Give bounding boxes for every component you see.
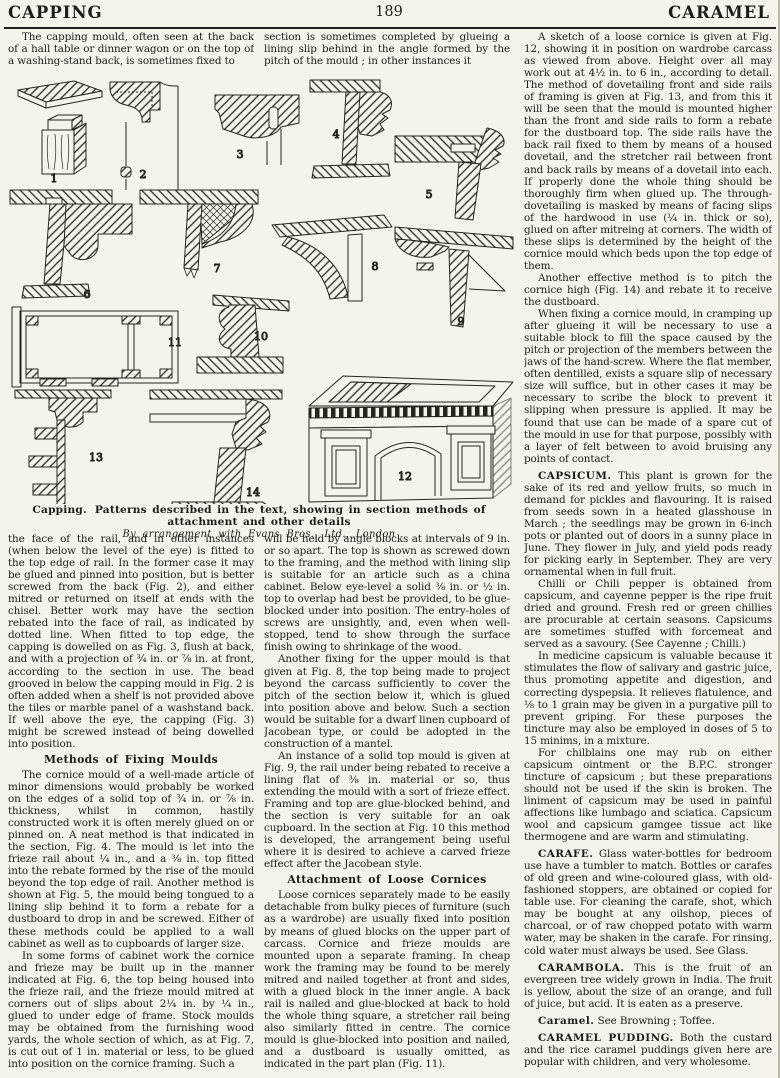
figure-number-13: 13: [89, 451, 103, 464]
entry-caramel-pudding: [524, 1032, 772, 1068]
caption-term: Capping.: [32, 504, 87, 516]
entry-term: CARAMEL PUDDING.: [538, 1031, 674, 1044]
paragraph: Chilli or Chili pepper is obtained from capsicum, and cayenne pepper is the ripe fruit dried and ground. Fresh red or green chillies are procurable at certain seasons. Capsicums are sometimes stuffed with forcemeat and served as a savoury. (See Cayenne ; Chilli.): [524, 578, 772, 651]
paragraph: will be held by angle blocks at intervals of 9 in. or so apart. The top is shown as screwed down to the framing, and the method with lining slip is suitable for an article such as a china cabinet. Below eye-level a solid ⅜ in. or ½ in. top to overlap had best be provided, to be glue-blocked under into position. The entry-holes of screws are unsightly, and, even when well-stopped, tend to show through the surface finish owing to shrinkage of the wood.: [264, 533, 510, 654]
figure-12-section: [309, 376, 513, 502]
paragraph: A sketch of a loose cornice is given at Fig. 12, showing it in position on wardrobe carcass as viewed from above. Height over all may work out at 4½ in. to 6 in., according to detail. The method of dovetailing front and side rails of framing is given at Fig. 13, and from this it will be seen that the mould is mounted higher than the front and side rails to form a rebate for the dustboard top. The side rails have the back rail fixed to them by means of a housed dovetail, and the stretcher rail between front and back rails by means of a dovetail into each. If properly done the whole thing should be thoroughly firm when glued up. The through-dovetailing is masked by means of facing slips of the hardwood in use (¼ in. thick or so), glued on after mitreing at corners. The width of these slips is determined by the height of the cornice mould which beds upon the top edge of them.: [524, 31, 772, 272]
entry-text: Both the custard and the rice caramel puddings given here are popular with children, and very wholesome.: [524, 1031, 772, 1068]
figure-number-14: 14: [246, 486, 260, 499]
figure-number-9: 9: [457, 315, 465, 328]
running-header: [8, 3, 770, 25]
figure-9-section: [395, 227, 513, 327]
column-1-top: [8, 31, 254, 76]
paragraph: In medicine capsicum is valuable because it stimulates the flow of salivary and gastric juice, thus promoting appetite and digestion, and correcting dyspepsia. It relieves flatulence, and ⅛ to 1 grain may be given in a purgative pill to prevent griping. For these purposes the tincture may also be employed in doses of 5 to 15 minims, in a mixture.: [524, 650, 772, 747]
paragraph: When fixing a cornice mould, in cramping up after glueing it will be necessary to use a suitable block to fill the space caused by the pitch or projection of the members between the jaws of the hand-screw. Where the flat member, often dentilled, exists a square slip of necessary size will suffice, but in other cases it may be necessary to scribe the block to prevent it slipping when pressure is applied. It may be found that use can be made of a spare cut of the mould in use for that purpose, possibly with a layer of felt between to avoid bruising any points of contact.: [524, 308, 772, 465]
caption-text: Patterns described in the text, showing in section methods of attachment and other details: [94, 504, 486, 528]
figure-number-3: 3: [236, 148, 244, 161]
header-left-word: CAPPING: [8, 3, 103, 22]
entry-text: This is the fruit of an evergreen tree widely grown in India. The fruit is yellow, about the size of an orange, and full of juice, but acid. It is eaten as a preserve.: [524, 961, 772, 1010]
paragraph: An instance of a solid top mould is given at Fig. 9, the rail under being rebated to receive a lining flat of ⅜ in. material or so, thus extending the mould with a sort of frieze effect. Framing and top are glue-blocked behind, and the section is very suitable for an oak cupboard. In the section at Fig. 10 this method is developed, the arrangement being useful where it is desired to achieve a carved frieze effect after the Jacobean style.: [264, 749, 510, 871]
header-rule: [4, 27, 776, 29]
figure-11-section: [12, 307, 178, 387]
paragraph: the face of the rail, and in other instances (when below the level of the eye) is fitted to the top edge of rail. In the former case it may be glued and pinned into position, but is better screwed from the back (Fig. 2), and either mitred or returned on itself at ends with the chisel. Better work may have the section rebated into the face of rail, as indicated by dotted line. When fitted to top edge, the capping is dowelled on as Fig. 3, flush at back, and with a projection of ¾ in. or ⅞ in. at front, according to the section in use. The bead grooved in below the capping mould in Fig. 2 is often added when a shelf is not provided above the tiles or marble panel of a washstand back. If well above the eye, the capping (Fig. 3) might be screwed instead of being dowelled into position.: [8, 533, 254, 750]
figure-number-7: 7: [213, 262, 221, 275]
column-1-bottom: [8, 533, 254, 1078]
figure-14-section: [150, 390, 282, 504]
figure-3-section: [215, 95, 299, 165]
paragraph: Loose cornices separately made to be easily detachable from bulky pieces of furniture (such as a wardrobe) are usually fixed into position by means of glued blocks on the upper part of carcass. Cornice and frieze moulds are mounted upon a separate framing. In cheap work the framing may be found to be merely mitred and nailed together at front and sides, with a glued block in the inner angle. A back rail is nailed and glue-blocked at back to hold the whole thing square, a stretcher rail being also similarly fitted in centre. The cornice mould is glue-blocked into position and nailed, and a dustboard is usually omitted, as indicated in the part plan (Fig. 11).: [264, 889, 510, 1071]
entry-term: CAPSICUM.: [538, 469, 612, 482]
paragraph: Another fixing for the upper mould is that given at Fig. 8, the top being made to project beyond the carcass sufficiently to cover the pitch of the section below it, which is glued into position above and below. Such a section would be suitable for a dwarf linen cupboard of Jacobean type, or could be adopted in the construction of a mantel.: [264, 653, 510, 750]
figure-number-4: 4: [332, 128, 340, 141]
column-3: [524, 31, 772, 1071]
figure-8-section: [272, 215, 392, 301]
entry-text: Glass water-bottles for bedroom use have a tumbler to match. Bottles or carafes of old green and wine-coloured glass, with old-fashioned stoppers, are obtained or copied for table use. For cleaning the carafe, shot, which may be bought at any oilshop, pieces of charcoal, or of raw chopped potato with warm water, may be shaken in the carafe. For rinsing, cold water must always be used. See Glass.: [524, 848, 772, 957]
subheading-attachment-of-loose-cornices: Attachment of Loose Cornices: [287, 873, 487, 887]
paragraph: For chilblains one may rub on either capsicum ointment or the B.P.C. stronger tincture of capsicum ; but these preparations should not be used if the skin is broken. The liniment of capsicum may be used in painful affections like lumbago and sciatica. Capsicum wool and capsicum gamgee tissue act like thermogene and are warm and stimulating.: [524, 746, 772, 844]
paragraph: The capping mould, often seen at the back of a hall table or dinner wagon or on the top of a washing-stand back, is sometimes fixed to: [8, 31, 254, 68]
figure-6-section: [10, 190, 132, 298]
entry-term: CARAFE.: [538, 848, 594, 861]
figure-number-5: 5: [425, 188, 433, 201]
figure-4-section: [310, 80, 392, 178]
figure-13-section: [15, 390, 111, 504]
figure-illustration: [2, 76, 516, 504]
header-right-word: CARAMEL: [668, 3, 770, 22]
figure-number-10: 10: [254, 330, 268, 343]
entry-carambola: [524, 962, 772, 1010]
entry-carafe: [524, 848, 772, 956]
figure-number-11: 11: [168, 336, 182, 349]
caption-credit: By arrangement with Evans Bros., Ltd., London: [122, 528, 396, 540]
page-number: 189: [375, 4, 403, 20]
entry-term: Caramel.: [538, 1014, 595, 1027]
paragraph: The cornice mould of a well-made article of minor dimensions would probably be worked on the edges of a solid top of ¾ in. or ⅞ in. thickness, whilst in common, hastily constructed work it is often merely glued on or pinned on. A neat method is that indicated in the section, Fig. 4. The mould is let into the frieze rail about ¼ in., and a ⅜ in. top fitted into the rebate formed by the rise of the mould beyond the top edge of rail. Another method is shown at Fig. 5, the mould being tongued to a lining slip behind it to form a rebate for a dustboard to drop in and be screwed. Either of these methods could be applied to a wall cabinet as well as to cupboards of larger size.: [8, 768, 254, 950]
paragraph: section is sometimes completed by glueing a lining slip behind in the angle formed by the pitch of the mould ; in other instances it: [264, 31, 510, 68]
figure-number-8: 8: [371, 260, 379, 273]
column-2-top: [264, 31, 510, 76]
subheading-methods-of-fixing-moulds: Methods of Fixing Moulds: [43, 752, 219, 766]
entry-capsicum: [524, 470, 772, 578]
figure-5-section: [395, 128, 504, 220]
figure-number-2: 2: [139, 168, 147, 181]
figure-1-section: [18, 81, 102, 174]
figure-number-12: 12: [398, 470, 412, 483]
figure-10-section: [197, 295, 289, 373]
entry-text: See Browning ; Toffee.: [597, 1014, 715, 1027]
column-2-bottom: [264, 533, 510, 1078]
entry-text: This plant is grown for the sake of its red and yellow fruits, so much in demand for pickles and flavouring. It is raised from seeds sown in a heated glasshouse in March ; the seedlings may be grown in 6-inch pots or planted out of doors in a sunny place in June. They flower in July, and yield pods ready for picking early in September. They are very ornamental when in full fruit.: [524, 469, 772, 579]
figure-number-1: 1: [50, 172, 58, 185]
figure-number-6: 6: [83, 288, 91, 301]
entry-term: CARAMBOLA.: [538, 961, 625, 974]
paragraph: Another effective method is to pitch the cornice high (Fig. 14) and rebate it to receive the dustboard.: [524, 271, 772, 309]
entry-caramel: [524, 1015, 772, 1027]
figure-7-section: [140, 190, 258, 278]
paragraph: In some forms of cabinet work the cornice and frieze may be built up in the manner indicated at Fig. 6, the top being housed into the frieze rail, and the frieze mould mitred at corners out of slips about 2¼ in. by ¼ in., glued to under edge of frame. Stock moulds may be obtained from the furnishing wood yards, the whole section of which, as at Fig. 7, is cut out of 1 in. material or less, to be glued into position on the cornice framing. Such a: [8, 949, 254, 1071]
